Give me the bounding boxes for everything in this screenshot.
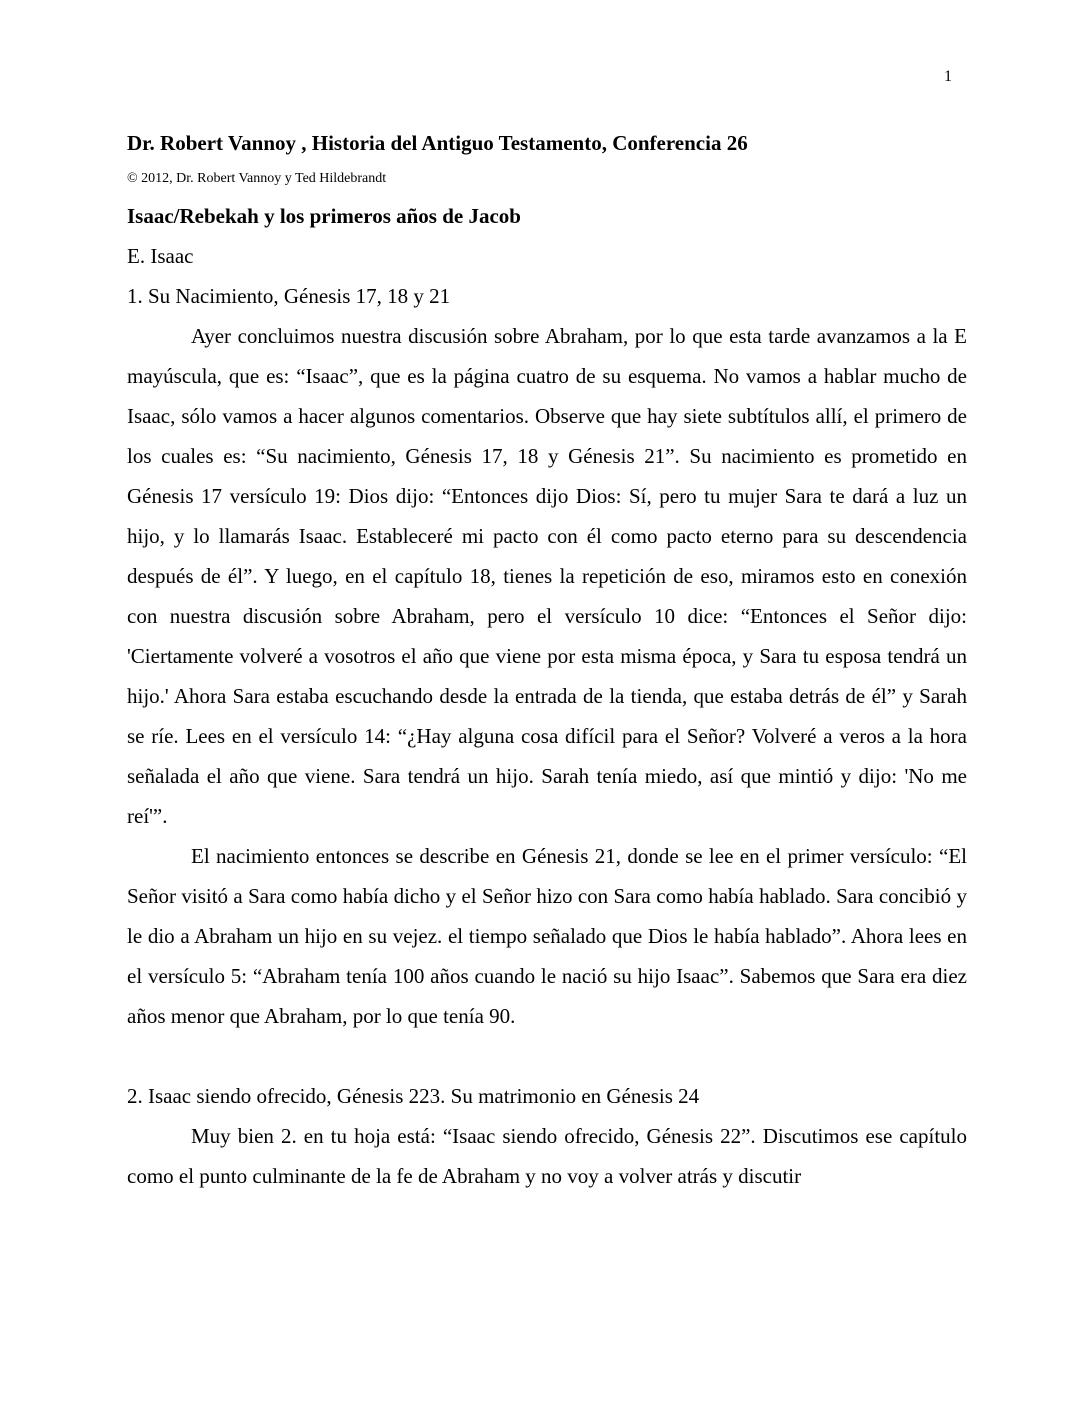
lecture-subtitle: Isaac/Rebekah y los primeros años de Jacob [127, 204, 521, 228]
page-number: 1 [944, 68, 952, 85]
copyright-line: © 2012, Dr. Robert Vannoy y Ted Hildebrandt [127, 171, 387, 186]
document-title: Dr. Robert Vannoy , Historia del Antiguo Testamento, Conferencia 26 [127, 131, 748, 155]
paragraph-2: El nacimiento entonces se describe en Génesis 21, donde se lee en el primer versículo: “El Señor visitó a Sara como había dicho y el Señor hizo con Sara como había hablado. Sara concibió y le dio a Abraham un hijo en su vejez. el tiempo señalado que Dios le había hablado”. Ahora lees en el versículo 5: “Abraham tenía 100 años cuando le nació su hijo Isaac”. Sabemos que Sara era diez años menor que Abraham, por lo que tenía 90. [127, 844, 967, 1028]
document-body [127, 124, 967, 1196]
section-heading-e: E. Isaac [127, 244, 194, 268]
paragraph-1: Ayer concluimos nuestra discusión sobre Abraham, por lo que esta tarde avanzamos a la E mayúscula, que es: “Isaac”, que es la página cuatro de su esquema. No vamos a hablar mucho de Isaac, sólo vamos a hacer algunos comentarios. Observe que hay siete subtítulos allí, el primero de los cuales es: “Su nacimiento, Génesis 17, 18 y Génesis 21”. Su nacimiento es prometido en Génesis 17 versículo 19: Dios dijo: “Entonces dijo Dios: Sí, pero tu mujer Sara te dará a luz un hijo, y lo llamarás Isaac. Estableceré mi pacto con él como pacto eterno para su descendencia después de él”. Y luego, en el capítulo 18, tienes la repetición de eso, miramos esto en conexión con nuestra discusión sobre Abraham, pero el versículo 10 dice: “Entonces el Señor dijo: 'Ciertamente volveré a vosotros el año que viene por esta misma época, y Sara tu esposa tendrá un hijo.' Ahora Sara estaba escuchando desde la entrada de la tienda, que estaba detrás de él” y Sarah se ríe. Lees en el versículo 14: “¿Hay alguna cosa difícil para el Señor? Volveré a veros a la hora señalada el año que viene. Sara tendrá un hijo. Sarah tenía miedo, así que mintió y dijo: 'No me reí'”. [127, 324, 967, 828]
paragraph-3: Muy bien 2. en tu hoja está: “Isaac siendo ofrecido, Génesis 22”. Discutimos ese capítulo como el punto culminante de la fe de Abraham y no voy a volver atrás y discutir [127, 1124, 967, 1188]
subsection-heading-1: 1. Su Nacimiento, Génesis 17, 18 y 21 [127, 284, 451, 308]
subsection-heading-2: 2. Isaac siendo ofrecido, Génesis 223. Su matrimonio en Génesis 24 [127, 1084, 700, 1108]
